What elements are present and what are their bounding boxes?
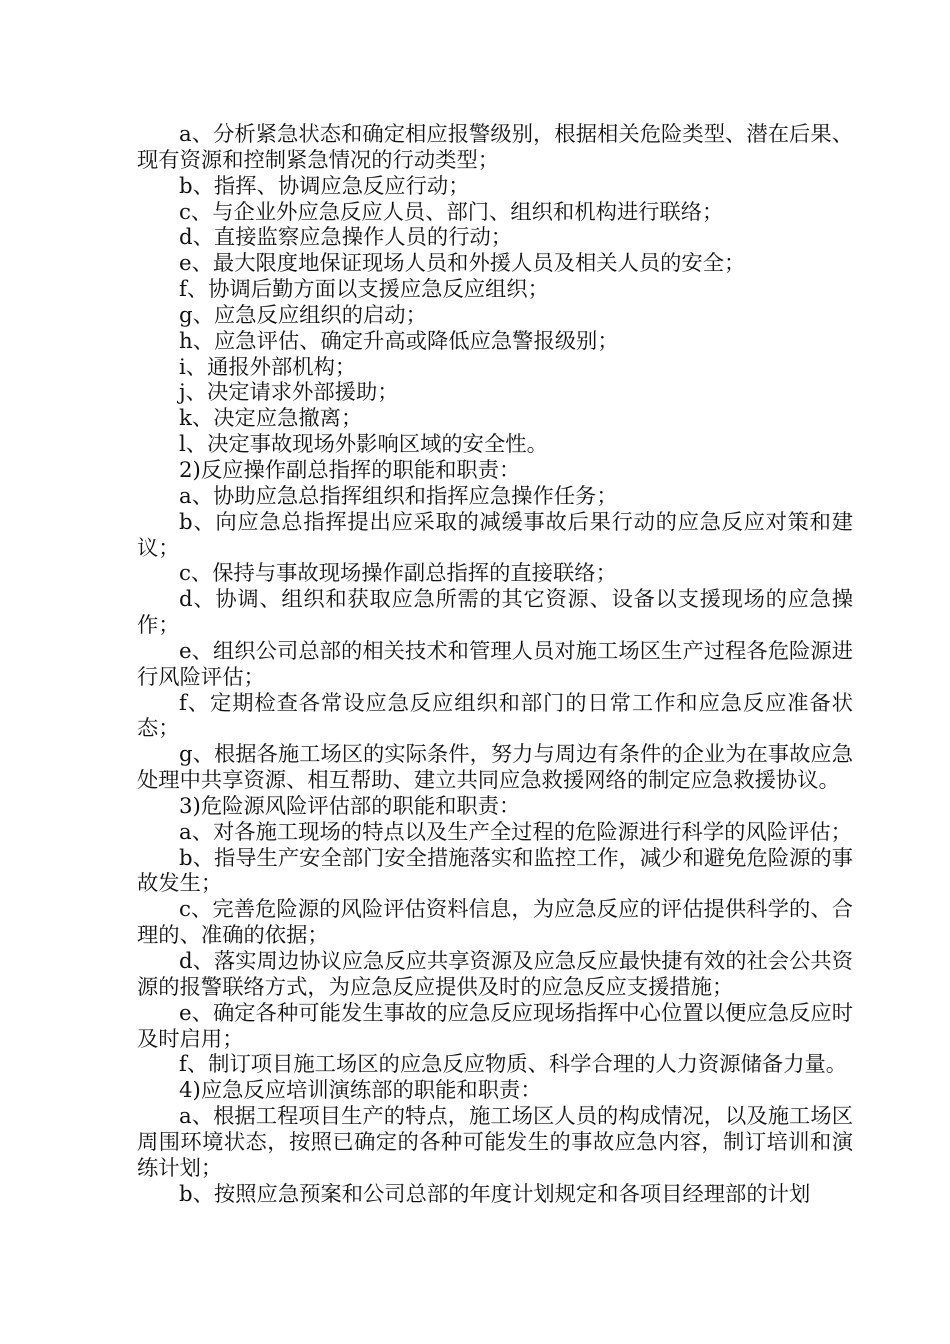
paragraph-item-3f: f、制订项目施工场区的应急反应物质、科学合理的人力资源储备力量。	[179, 1052, 848, 1078]
paragraph-item-2b: b、向应急总指挥提出应采取的减缓事故后果行动的应急反应对策和建议；	[137, 509, 853, 561]
paragraph-item-3d: d、落实周边协议应急反应共享资源及应急反应最快捷有效的社会公共资源的报警联络方式，为应急反应提供及时的应急反应支援措施；	[137, 949, 853, 1000]
section-heading-3: 3)危险源风险评估部的职能和职责：	[179, 793, 521, 819]
paragraph-item-2c: c、保持与事故现场操作副总指挥的直接联络；	[179, 561, 617, 587]
paragraph-item-2a: a、协助应急总指挥组织和指挥应急操作任务；	[179, 483, 618, 509]
paragraph-item-4b: b、按照应急预案和公司总部的年度计划规定和各项目经理部的计划	[179, 1181, 811, 1207]
paragraph-item-4a: a、根据工程项目生产的特点，施工场区人员的构成情况，以及施工场区周围环境状态，按照已确定的各种可能发生的事故应急内容，制订培训和演练计划；	[137, 1104, 853, 1181]
paragraph-item-a-analyze: a、分析紧急状态和确定相应报警级别，根据相关危险类型、潜在后果、现有资源和控制紧急情况的行动类型；	[137, 122, 853, 173]
paragraph-item-3c: c、完善危险源的风险评估资料信息，为应急反应的评估提供科学的、合理的、准确的依据；	[137, 897, 853, 949]
paragraph-item-l-offsite-safety: l、决定事故现场外影响区域的安全性。	[179, 432, 548, 458]
paragraph-item-2e: e、组织公司总部的相关技术和管理人员对施工场区生产过程各危险源进行风险评估；	[137, 638, 853, 690]
paragraph-item-3e: e、确定各种可能发生事故的应急反应现场指挥中心位置以便应急反应时及时启用；	[137, 1000, 853, 1052]
document-body	[137, 122, 853, 1207]
paragraph-item-g-activate: g、应急反应组织的启动；	[179, 302, 427, 328]
paragraph-item-e-safety: e、最大限度地保证现场人员和外援人员及相关人员的安全；	[179, 251, 746, 277]
paragraph-item-k-evacuate: k、决定应急撤离；	[179, 406, 363, 432]
paragraph-item-3a: a、对各施工现场的特点以及生产全过程的危险源进行科学的风险评估；	[179, 819, 852, 845]
paragraph-item-3b: b、指导生产安全部门安全措施落实和监控工作，减少和避免危险源的事故发生；	[137, 845, 853, 897]
paragraph-item-i-notify: i、通报外部机构；	[179, 354, 357, 380]
paragraph-item-j-request-aid: j、决定请求外部援助；	[179, 380, 399, 406]
paragraph-item-c-liaison: c、与企业外应急反应人员、部门、组织和机构进行联络；	[179, 199, 724, 225]
paragraph-item-f-logistics: f、协调后勤方面以支援应急反应组织；	[179, 277, 549, 303]
section-heading-4: 4)应急反应培训演练部的职能和职责：	[179, 1078, 542, 1104]
paragraph-item-d-supervise: d、直接监察应急操作人员的行动；	[179, 225, 513, 251]
paragraph-item-2g: g、根据各施工场区的实际条件，努力与周边有条件的企业为在事故应急处理中共享资源、相互帮助、建立共同应急救援网络的制定应急救援协议。	[137, 742, 853, 794]
section-heading-2: 2)反应操作副总指挥的职能和职责：	[179, 457, 521, 483]
paragraph-item-2f: f、定期检查各常设应急反应组织和部门的日常工作和应急反应准备状态；	[137, 690, 853, 742]
paragraph-item-b-command: b、指挥、协调应急反应行动；	[179, 173, 470, 199]
paragraph-item-h-evaluate: h、应急评估、确定升高或降低应急警报级别；	[179, 328, 619, 354]
paragraph-item-2d: d、协调、组织和获取应急所需的其它资源、设备以支援现场的应急操作；	[137, 587, 853, 639]
